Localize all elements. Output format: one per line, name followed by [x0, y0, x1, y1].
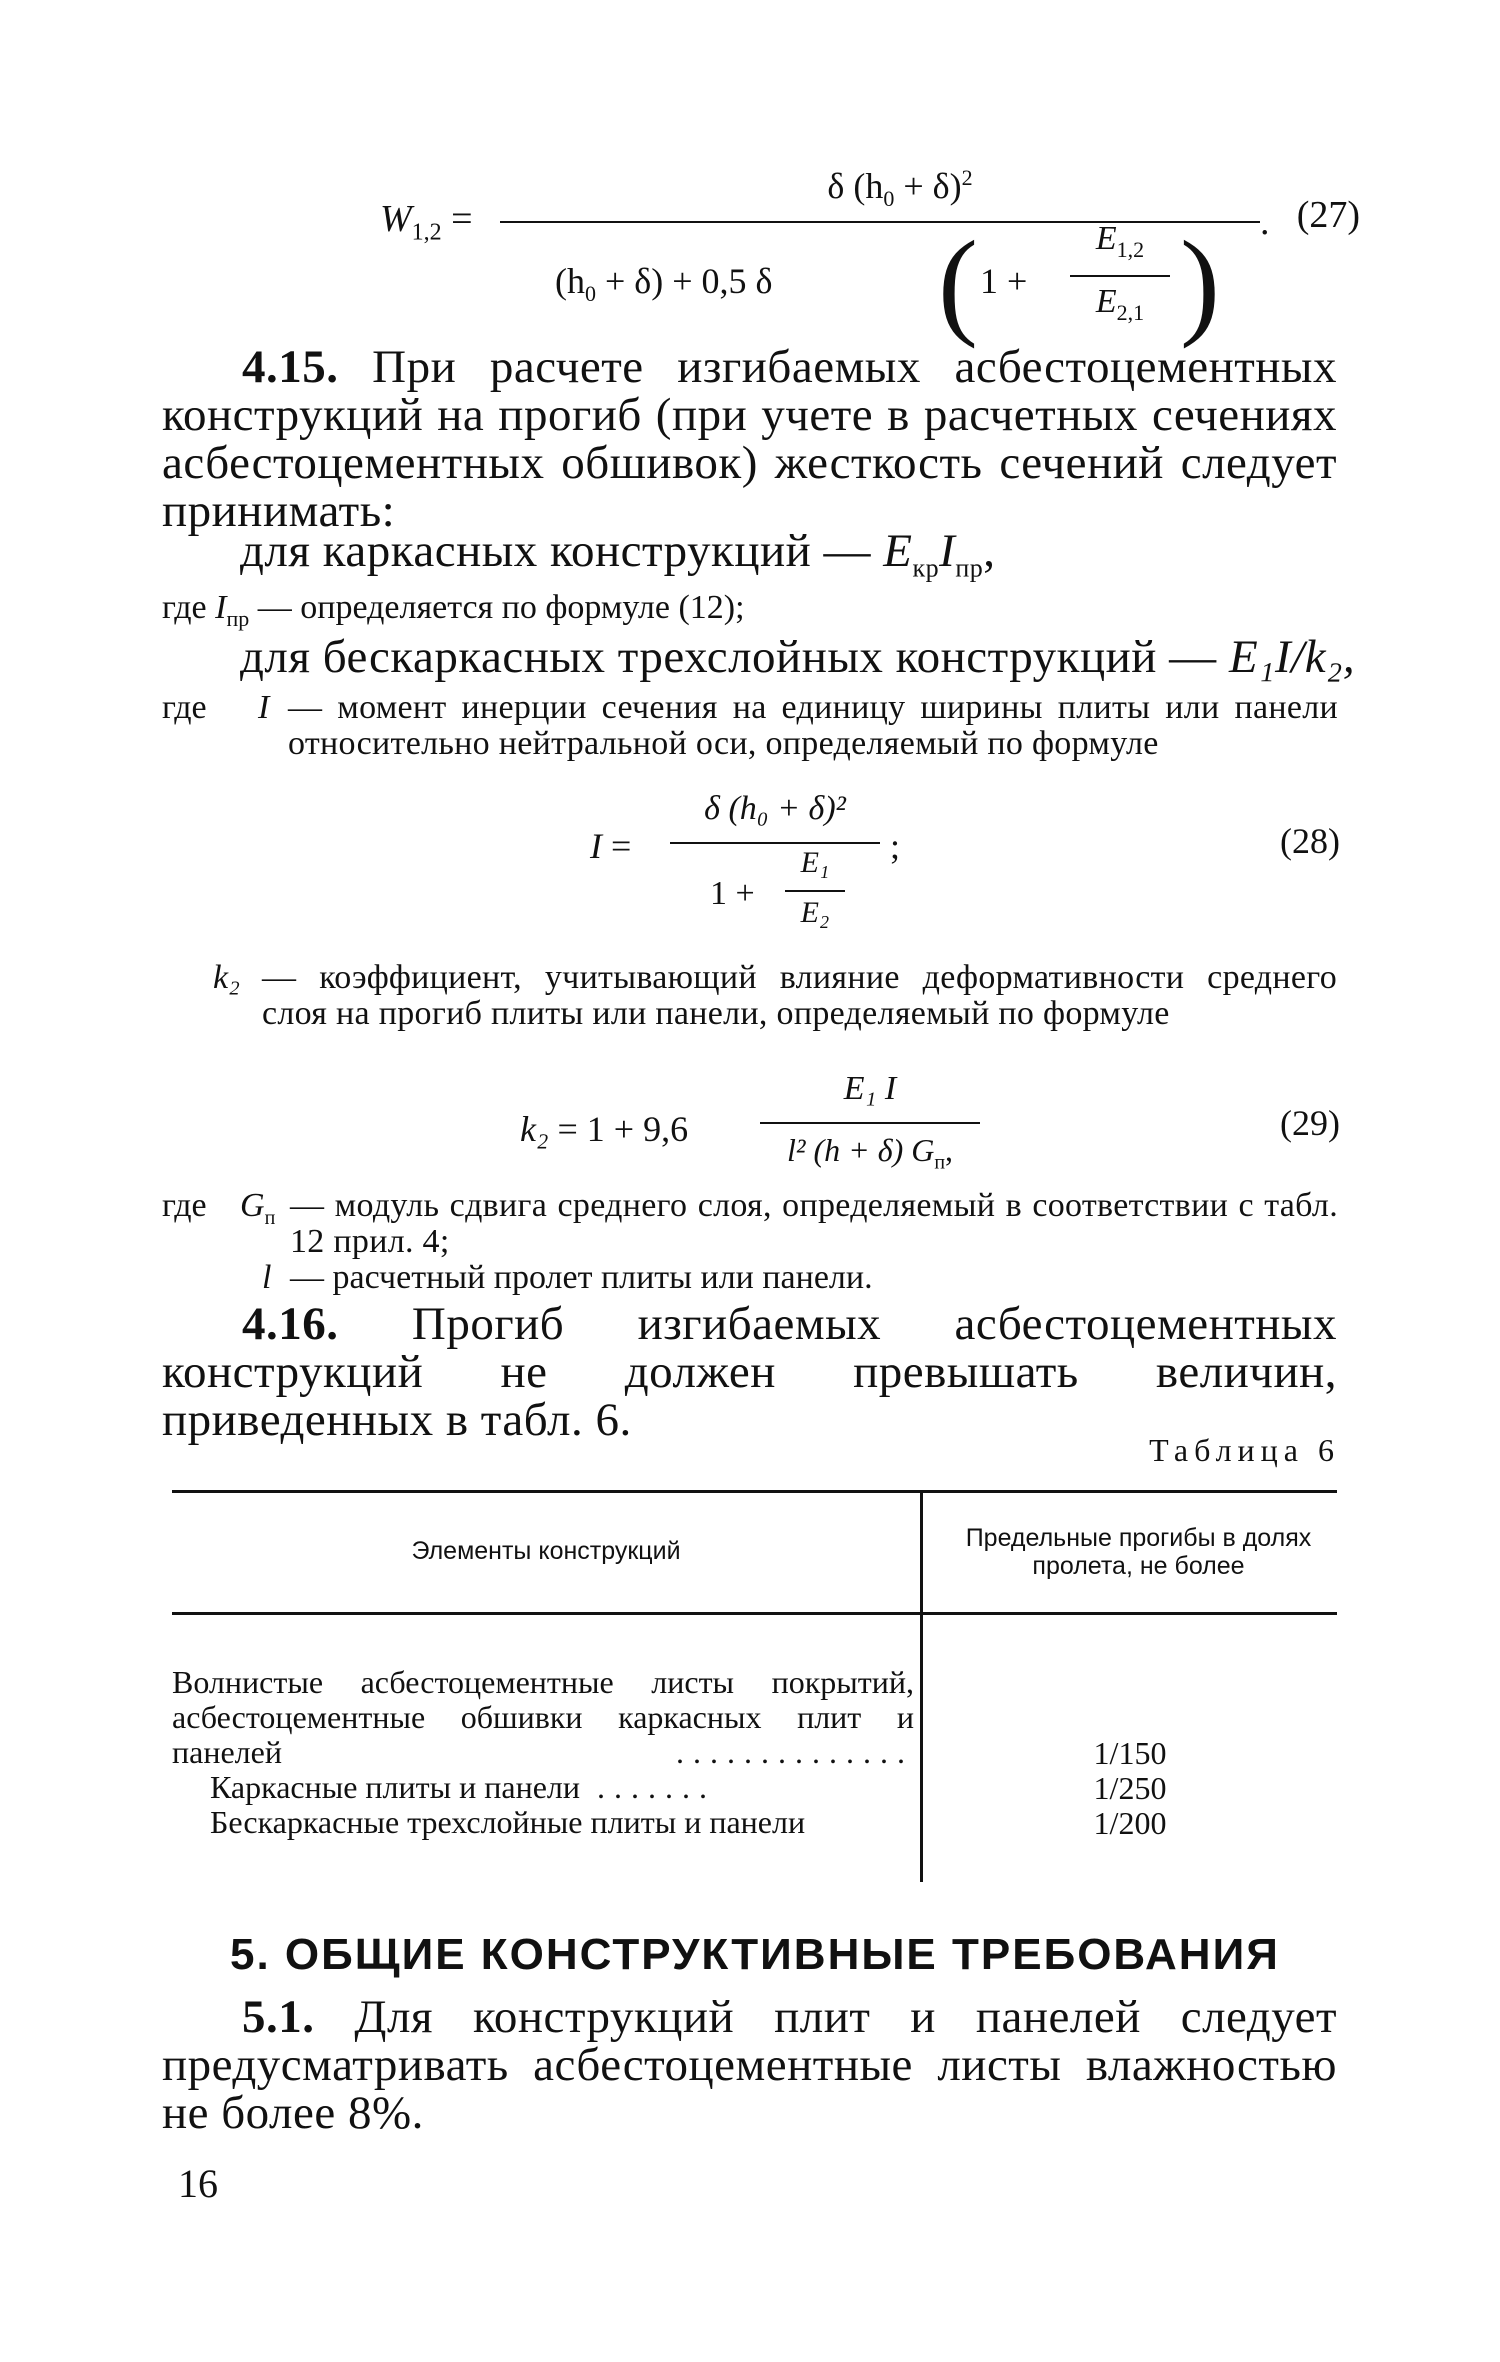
- where-ipr-i: I: [215, 589, 227, 626]
- where-l-text: — расчетный пролет плиты или панели.: [290, 1259, 873, 1296]
- where-i-text-block: [288, 690, 1338, 762]
- table-row-2: Каркасные плиты и панели .......: [210, 1769, 716, 1805]
- formula-27-num-sub: 0: [883, 186, 895, 212]
- where-ipr-sub: пр: [226, 605, 250, 631]
- formula-27: [380, 165, 1360, 349]
- formula-28-end: ;: [890, 826, 901, 866]
- formula-29-den-sub: п: [934, 1151, 946, 1174]
- where-l-symbol: l: [262, 1259, 272, 1296]
- where-ipr-lead: где: [162, 589, 207, 626]
- where-i-symbol: I: [258, 689, 270, 726]
- table-row-1-value: 1/150: [1093, 1735, 1167, 1771]
- formula-27-den-b: + δ) + 0,5 δ: [596, 261, 773, 301]
- frameless-structures-line: [240, 631, 1356, 683]
- formula-27-eq: =: [451, 198, 473, 240]
- formula-29-numerator: E₁ I: [843, 1070, 897, 1107]
- paragraph-4-16: [162, 1300, 1337, 1444]
- frame-structures-formula: [883, 525, 996, 583]
- frame-formula-sub2: пр: [955, 553, 984, 583]
- paragraph-5-1-number: 5.1.: [242, 1991, 315, 2043]
- where-g-g: G: [240, 1187, 265, 1224]
- table-header-rule: [172, 1612, 1337, 1615]
- formula-29: [520, 1070, 1340, 1200]
- formula-27-number: (27): [1296, 194, 1360, 236]
- paragraph-4-15: [162, 343, 1337, 535]
- formula-28-inner-bar: [785, 890, 845, 892]
- formula-28-fraction-bar: [670, 842, 880, 844]
- table-col2-header: Предельные прогибы в долях пролета, не более: [965, 1524, 1312, 1580]
- formula-28-numerator: δ (h₀ + δ)²: [704, 790, 846, 827]
- formula-27-inner-bar: [1070, 275, 1170, 277]
- formula-29-lhs: k₂: [520, 1109, 549, 1149]
- formula-27-den-one: 1 +: [980, 261, 1028, 301]
- formula-27-inner-num: [1060, 220, 1180, 263]
- table-row: Волнистые асбестоцементные листы покрытий, асбестоцементные обшивки каркасных плит и панелей ..............: [172, 1664, 914, 1770]
- where-g-sub: п: [264, 1206, 276, 1229]
- formula-27-num-a: δ (h: [827, 166, 884, 206]
- table-body: [172, 1665, 914, 1770]
- k2-definition: — коэффициент, учитывающий влияние деформативности среднего слоя на прогиб плиты или панели, определяемый по формуле: [262, 959, 1337, 1032]
- where-i-lead: где: [162, 689, 207, 726]
- paragraph-4-15-text: При расчете изгибаемых асбестоцементных конструкций на прогиб (при учете в расчетных сечениях асбестоцементных обшивок) жесткость сечений следует принимать:: [162, 341, 1337, 537]
- page-number: 16: [178, 2161, 218, 2206]
- k2-symbol: k₂: [213, 959, 240, 996]
- formula-28-number: (28): [1280, 821, 1340, 861]
- where-g-symbol: [240, 1188, 285, 1236]
- formula-27-num-b: + δ): [894, 166, 962, 206]
- formula-27-numerator: [720, 165, 1080, 212]
- paragraph-5-1-text: Для конструкций плит и панелей следует предусматривать асбестоцементные листы влажностью не более 8%.: [162, 1991, 1337, 2139]
- table-col1-header: Элементы конструкций: [411, 1537, 681, 1565]
- frameless-structures-formula: E₁I/k₂,: [1228, 631, 1356, 683]
- formula-27-lhs-sub: 1,2: [411, 219, 442, 246]
- formula-27-inner-num-e: E: [1095, 220, 1117, 257]
- formula-27-left-paren: (: [938, 216, 978, 349]
- formula-27-inner-den: [1060, 283, 1180, 326]
- table-row-3-name: Бескаркасные трехслойные плиты и панели: [210, 1804, 806, 1840]
- paragraph-4-16-number: 4.16.: [242, 1298, 339, 1350]
- formula-29-fraction-bar: [760, 1122, 980, 1124]
- formula-28-den-one: 1 +: [710, 875, 755, 912]
- where-i-text: — момент инерции сечения на единицу ширины плиты или панели относительно нейтральной оси, определяемый по формуле: [288, 689, 1338, 762]
- paragraph-5-1: [162, 1993, 1337, 2137]
- formula-29-eq: = 1 + 9,6: [557, 1109, 689, 1149]
- formula-28-eq: =: [611, 826, 632, 866]
- formula-27-den-sub: 0: [585, 281, 596, 307]
- formula-29-number: (29): [1280, 1103, 1340, 1143]
- formula-27-right-paren: ): [1180, 216, 1220, 349]
- table-column-divider: [920, 1490, 923, 1882]
- frame-formula-i: I: [939, 525, 956, 577]
- frameless-structures-text: для бескаркасных трехслойных конструкций —: [240, 631, 1217, 683]
- frame-formula-end: ,: [983, 525, 996, 577]
- formula-28-inner-num: E₁: [800, 846, 830, 879]
- formula-27-inner-den-sub: 2,1: [1116, 299, 1145, 325]
- formula-27-end: .: [1260, 201, 1270, 243]
- formula-28-inner-den: E₂: [800, 896, 830, 929]
- formula-27-inner-num-sub: 1,2: [1116, 236, 1145, 262]
- frame-structures-text: для каркасных конструкций —: [240, 525, 872, 577]
- formula-28: [560, 790, 1340, 940]
- where-g-text: — модуль сдвига среднего слоя, определяемый в соответствии с табл. 12 прил. 4;: [290, 1187, 1338, 1260]
- formula-29-den: l² (h + δ) G: [786, 1132, 935, 1168]
- formula-28-lhs: I: [590, 826, 602, 866]
- table-row-2-value: 1/250: [1093, 1770, 1167, 1806]
- formula-27-inner-den-e: E: [1095, 283, 1117, 320]
- table-row-3-value: 1/200: [1093, 1805, 1167, 1841]
- table-row-3: [210, 1805, 915, 1840]
- formula-27-num-sup: 2: [961, 165, 973, 190]
- table-row-1-name: Волнистые асбестоцементные листы покрытий, асбестоцементные обшивки каркасных плит и панелей: [172, 1664, 914, 1770]
- formula-29-end: ,: [945, 1132, 954, 1168]
- formula-27-lhs: W: [380, 198, 412, 240]
- where-ipr-line: [162, 590, 1337, 637]
- frame-formula-sub: кр: [912, 553, 940, 583]
- formula-29-denominator: [750, 1132, 990, 1174]
- table-top-rule: [172, 1490, 1337, 1493]
- formula-27-den-a: (h: [555, 261, 585, 301]
- section-5-heading: 5. ОБЩИЕ КОНСТРУКТИВНЫЕ ТРЕБОВАНИЯ: [230, 1930, 1280, 1979]
- formula-27-denominator: [555, 260, 773, 307]
- where-g-lead: где: [162, 1187, 207, 1224]
- frame-structures-line: [240, 527, 1340, 592]
- paragraph-4-15-number: 4.15.: [242, 341, 339, 393]
- where-ipr-text: — определяется по формуле (12);: [257, 589, 745, 626]
- table-row-2-name: Каркасные плиты и панели: [210, 1769, 580, 1805]
- where-ipr-symbol: [215, 589, 250, 631]
- table-6-caption: Таблица 6: [1149, 1432, 1340, 1468]
- paragraph-4-16-text: Прогиб изгибаемых асбестоцементных конструкций не должен превышать величин, приведенных в табл. 6.: [162, 1298, 1337, 1446]
- frame-formula-e: E: [883, 525, 913, 577]
